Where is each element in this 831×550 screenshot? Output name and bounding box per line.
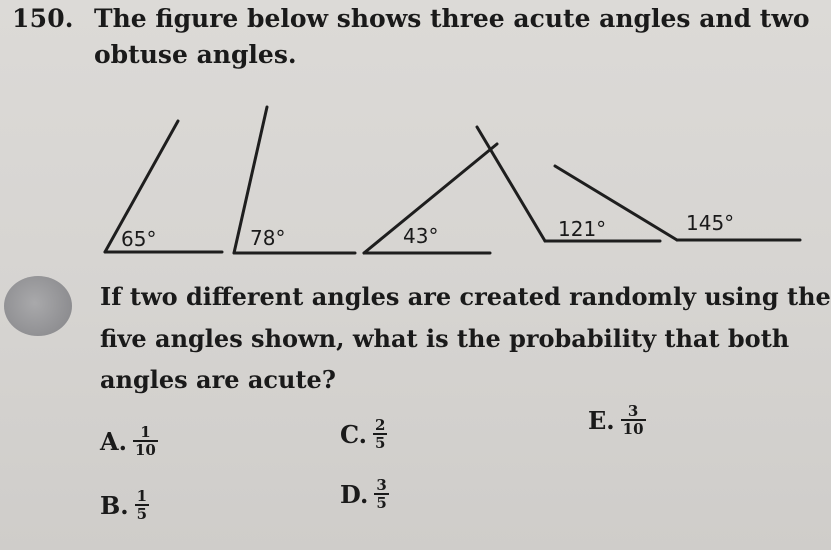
angle-121-label: 121° [558,217,607,241]
prompt-line-2: five angles shown, what is the probability that both [100,324,790,353]
choice-b[interactable] [100,489,149,522]
question-number: 150. [12,4,74,33]
choice-c-numerator: 2 [375,416,386,434]
choice-c[interactable] [340,418,387,451]
choice-c-denominator: 5 [375,434,386,452]
prompt-line-3: angles are acute? [100,365,336,394]
choice-b-letter: B. [100,491,129,520]
choice-e-denominator: 10 [622,420,644,438]
choice-a[interactable] [100,425,158,458]
angle-121 [477,127,660,241]
question-text-line-1: The figure below shows three acute angles and two [94,4,810,33]
choice-a-numerator: 1 [140,423,151,441]
choice-e-numerator: 3 [627,402,639,420]
angle-145-label: 145° [686,211,735,235]
angle-65 [105,121,222,252]
choice-a-letter: A. [100,427,127,456]
gray-circle-marker [4,276,72,336]
angle-78-label: 78° [250,226,286,250]
angle-78 [234,107,355,253]
choice-d-numerator: 3 [376,476,387,494]
choice-d-letter: D. [340,480,369,509]
prompt-line-1: If two different angles are created randomly using the [100,282,831,311]
angle-121-side-ray [477,127,545,241]
choice-a-fraction [133,425,158,458]
choice-c-letter: C. [340,420,368,449]
choice-d-fraction [374,478,388,511]
angle-43-label: 43° [403,224,439,248]
angle-65-label: 65° [121,227,157,251]
choice-a-denominator: 10 [134,441,156,459]
choice-c-fraction [373,418,387,451]
choice-d-denominator: 5 [376,494,387,512]
choice-b-fraction [135,489,149,522]
choice-b-numerator: 1 [136,487,148,505]
angle-43 [364,144,497,253]
choice-d[interactable] [340,478,389,511]
question-text-line-2: obtuse angles. [94,40,297,69]
choice-e-letter: E. [588,406,615,435]
choice-e-fraction [621,404,646,437]
choice-b-denominator: 5 [136,505,148,523]
choice-e[interactable] [588,404,646,437]
